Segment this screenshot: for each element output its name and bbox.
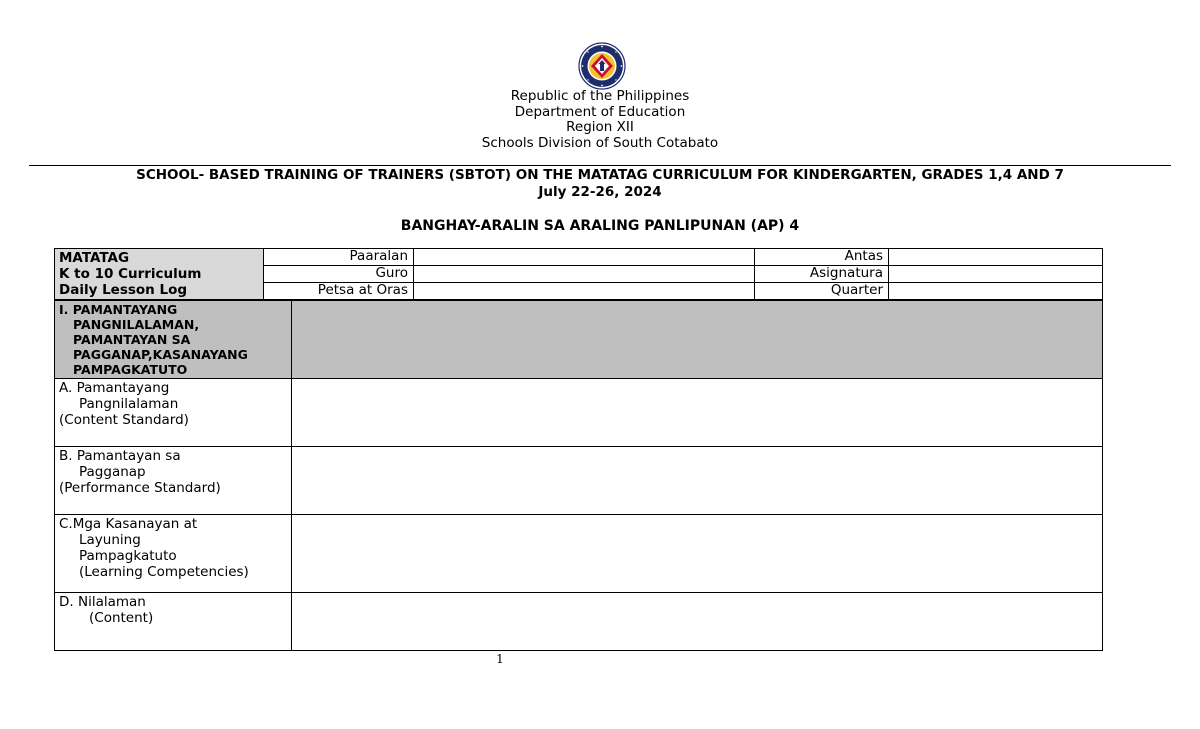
section-i-line1: I. PAMANTAYANG [59, 302, 178, 317]
quarter-value[interactable] [889, 283, 1103, 300]
section-i-content[interactable] [292, 301, 1103, 379]
antas-value[interactable] [889, 249, 1103, 266]
section-i-header [55, 301, 292, 379]
document-title: SCHOOL- BASED TRAINING OF TRAINERS (SBTOT) ON THE MATATAG CURRICULUM FOR KINDERGARTEN, GRADES 1,4 AND 7 [136, 167, 1064, 183]
learning-competencies-line1: C.Mga Kasanayan at [59, 516, 198, 532]
dll-label-matatag: MATATAG [59, 250, 130, 266]
header-divider [29, 165, 1171, 166]
paaralan-value[interactable] [414, 249, 755, 266]
section-i-line3: PAMANTAYAN SA [73, 332, 191, 347]
page-number: 1 [496, 652, 504, 666]
antas-label: Antas [755, 249, 889, 266]
nilalaman-line2: (Content) [89, 610, 154, 626]
lesson-plan-title: BANGHAY-ARALIN SA ARALING PANLIPUNAN (AP) 4 [400, 218, 800, 234]
quarter-label: Quarter [755, 283, 889, 300]
nilalaman-value[interactable] [292, 593, 1103, 651]
header-department: Department of Education [514, 103, 686, 120]
dll-info-table [54, 248, 1103, 300]
content-standard-line2: Pangnilalaman [79, 396, 179, 412]
section-i-line5: PAMPAGKATUTO [73, 362, 188, 377]
section-i-line4: PAGGANAP,KASANAYANG [73, 347, 248, 362]
nilalaman-label [55, 593, 292, 651]
performance-standard-line2: Pagganap [79, 464, 146, 480]
nilalaman-line1: D. Nilalaman [59, 594, 146, 610]
asignatura-value[interactable] [889, 266, 1103, 283]
deped-seal-logo [578, 42, 626, 90]
learning-competencies-value[interactable] [292, 515, 1103, 593]
asignatura-label: Asignatura [755, 266, 889, 283]
paaralan-label: Paaralan [264, 249, 414, 266]
content-standard-value[interactable] [292, 379, 1103, 447]
office-header [0, 89, 1200, 151]
performance-standard-line1: B. Pamantayan sa [59, 448, 181, 464]
petsa-value[interactable] [414, 283, 755, 300]
dll-label-daily-log: Daily Lesson Log [59, 282, 188, 298]
dll-label-cell [55, 249, 264, 300]
guro-value[interactable] [414, 266, 755, 283]
content-standard-label [55, 379, 292, 447]
section-i-line2: PANGNILALAMAN, [73, 317, 200, 332]
learning-competencies-label [55, 515, 292, 593]
learning-competencies-line4: (Learning Competencies) [79, 564, 249, 580]
content-standard-line1: A. Pamantayang [59, 380, 170, 396]
document-date: July 22-26, 2024 [538, 184, 662, 200]
learning-competencies-line3: Pampagkatuto [79, 548, 177, 564]
header-division: Schools Division of South Cotabato [481, 134, 719, 151]
performance-standard-label [55, 447, 292, 515]
dll-label-curriculum: K to 10 Curriculum [59, 266, 202, 282]
lesson-sections-table [54, 300, 1103, 651]
guro-label: Guro [264, 266, 414, 283]
header-region: Region XII [566, 119, 634, 135]
performance-standard-value[interactable] [292, 447, 1103, 515]
learning-competencies-line2: Layuning [79, 532, 141, 548]
header-republic: Republic of the Philippines [510, 88, 690, 104]
content-standard-line3: (Content Standard) [59, 412, 189, 428]
petsa-label: Petsa at Oras [264, 283, 414, 300]
performance-standard-line3: (Performance Standard) [59, 480, 221, 496]
